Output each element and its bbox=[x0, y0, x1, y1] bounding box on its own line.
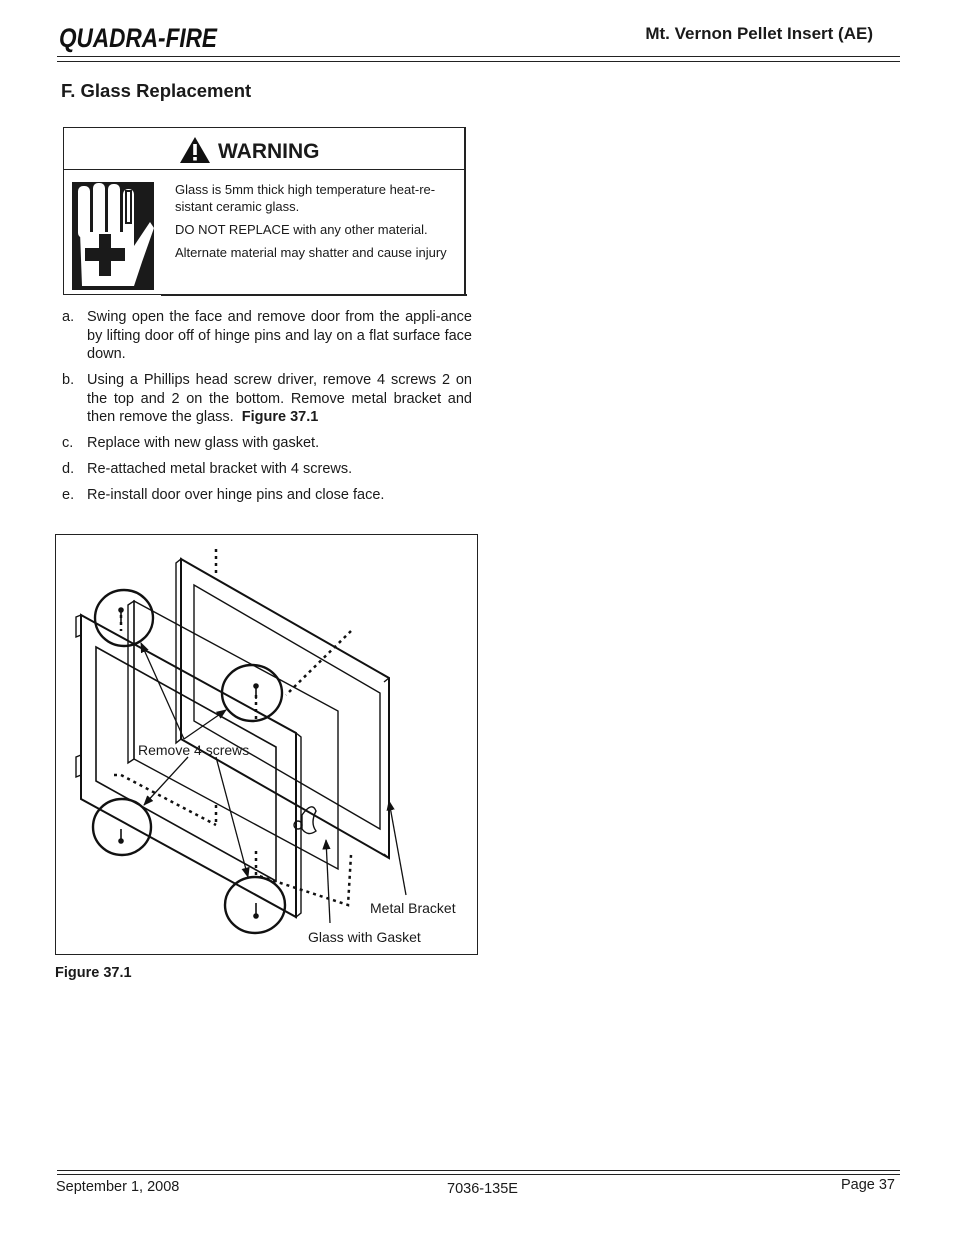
step-a bbox=[62, 308, 472, 364]
document-title: Mt. Vernon Pellet Insert (AE) bbox=[645, 24, 873, 43]
step-d bbox=[62, 460, 472, 479]
warning-text bbox=[175, 181, 460, 267]
warning-line: Alternate material may shatter and cause injury bbox=[175, 245, 447, 260]
door-exploded-diagram bbox=[56, 535, 479, 956]
step-text: Re-install door over hinge pins and close face. bbox=[87, 487, 385, 503]
step-text: Re-attached metal bracket with 4 screws. bbox=[87, 461, 353, 477]
glass-panel-shape bbox=[128, 601, 338, 869]
step-label: c. bbox=[62, 435, 74, 451]
warning-box-shadow bbox=[465, 127, 466, 296]
footer-rule bbox=[57, 1174, 900, 1175]
quadra-fire-logo bbox=[57, 20, 222, 54]
footer-page-number: Page 37 bbox=[840, 1177, 895, 1193]
section-heading: F. Glass Replacement bbox=[61, 80, 252, 101]
warning-title: WARNING bbox=[218, 140, 320, 163]
header-rule-thin bbox=[57, 61, 900, 62]
warning-triangle-icon bbox=[179, 136, 211, 164]
door-shape bbox=[76, 615, 316, 917]
label-remove-screws: Remove 4 screws bbox=[138, 742, 250, 758]
step-e bbox=[62, 486, 472, 505]
step-c bbox=[62, 434, 472, 453]
glove-hand-icon bbox=[72, 182, 154, 290]
step-b bbox=[62, 371, 472, 427]
warning-box-shadow bbox=[161, 294, 467, 296]
instruction-steps bbox=[62, 308, 472, 512]
label-metal-bracket: Metal Bracket bbox=[370, 900, 456, 916]
warning-line: Glass is 5mm thick high temperature heat-re-sistant ceramic glass. bbox=[175, 182, 436, 214]
figure-reference: Figure 37.1 bbox=[241, 409, 319, 425]
header-rule bbox=[57, 56, 900, 57]
footer-date: September 1, 2008 bbox=[56, 1179, 180, 1195]
figure-37-1 bbox=[55, 534, 478, 955]
warning-box bbox=[63, 127, 465, 295]
warning-line: DO NOT REPLACE with any other material. bbox=[175, 222, 428, 237]
warning-title-row bbox=[64, 128, 464, 170]
step-label: a. bbox=[62, 309, 75, 325]
step-text: Swing open the face and remove door from the appli-ance by lifting door off of hinge pins and lay on a flat surface face down. bbox=[87, 309, 472, 362]
step-label: e. bbox=[62, 487, 75, 503]
label-glass-gasket: Glass with Gasket bbox=[308, 929, 421, 945]
footer-rule-thin bbox=[57, 1170, 900, 1171]
step-label: b. bbox=[62, 372, 75, 388]
figure-caption: Figure 37.1 bbox=[55, 965, 132, 981]
step-label: d. bbox=[62, 461, 75, 477]
brand-text: QUADRA-FIRE bbox=[59, 23, 218, 53]
step-text: Replace with new glass with gasket. bbox=[87, 435, 320, 451]
footer-document-number: 7036-135E bbox=[447, 1181, 518, 1197]
step-text: Using a Phillips head screw driver, remove 4 screws 2 on the top and 2 on the bottom. Remove metal bracket and then remove the glass. Figure 37.1 bbox=[87, 372, 472, 425]
